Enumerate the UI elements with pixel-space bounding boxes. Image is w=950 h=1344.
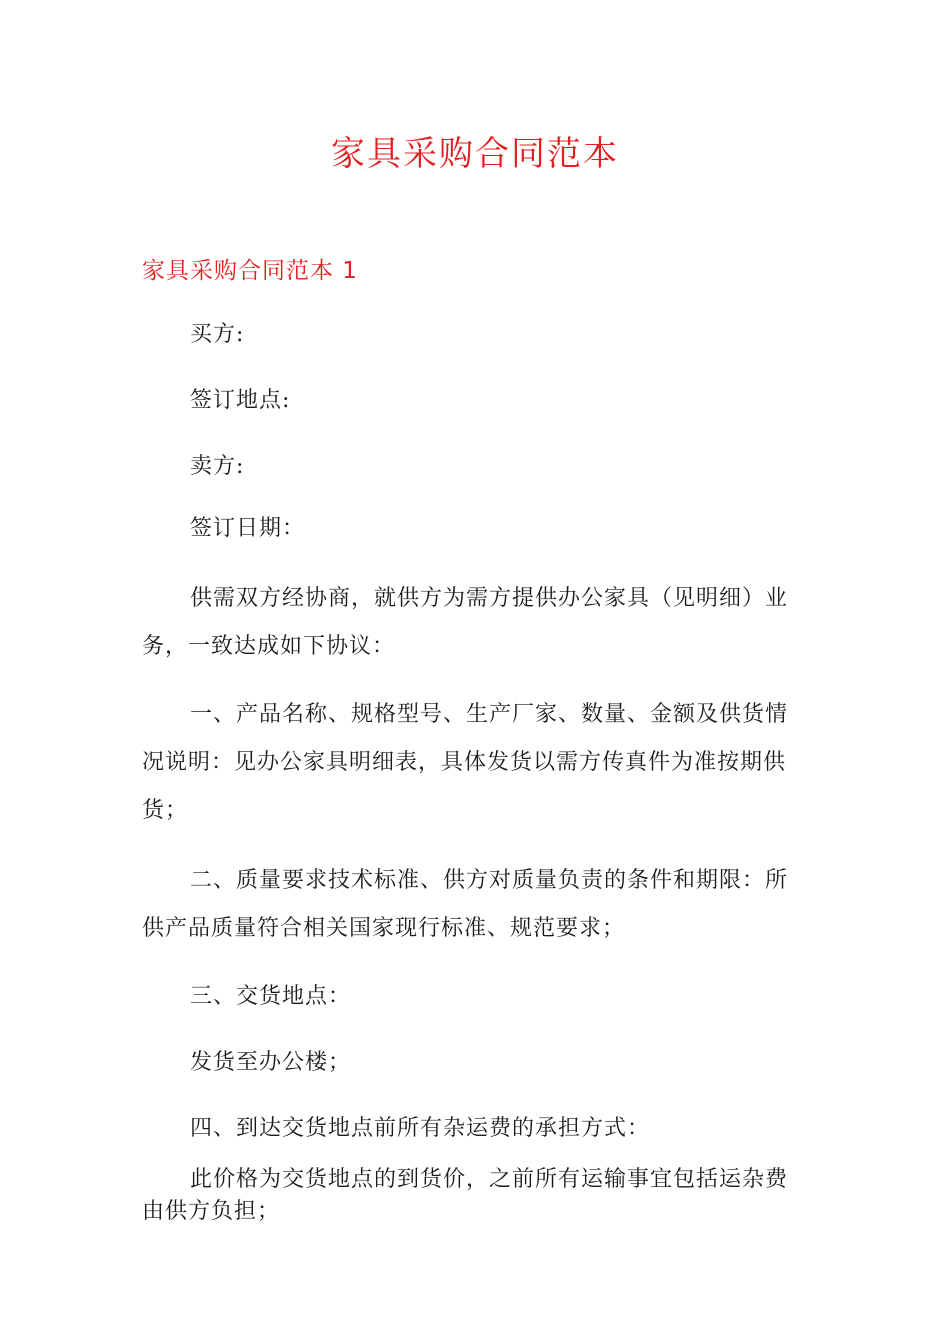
signing-date-field: 签订日期： (190, 516, 306, 541)
document-title: 家具采购合同范本 (331, 134, 619, 174)
delivery-paragraph: 发货至办公楼； (190, 1050, 352, 1075)
price-terms-paragraph: 此价格为交货地点的到货价，之前所有运输事宜包括运杂费由供方负担； (142, 1167, 789, 1224)
clause-one-paragraph: 一、产品名称、规格型号、生产厂家、数量、金额及供货情况说明：见办公家具明细表，具体发货以需方传真件为准按期供货； (142, 702, 789, 823)
clause-four-paragraph: 四、到达交货地点前所有杂运费的承担方式： (190, 1116, 651, 1141)
seller-field: 卖方: (190, 454, 245, 479)
intro-paragraph: 供需双方经协商，就供方为需方提供办公家具（见明细）业务，一致达成如下协议： (142, 586, 789, 659)
clause-two-paragraph: 二、质量要求技术标准、供方对质量负责的条件和期限：所供产品质量符合相关国家现行标准、规范要求； (142, 868, 789, 941)
clause-three-paragraph: 三、交货地点： (190, 984, 352, 1009)
signing-place-field: 签订地点: (190, 388, 291, 413)
buyer-field: 买方: (190, 322, 245, 347)
section-heading: 家具采购合同范本 1 (142, 258, 358, 284)
